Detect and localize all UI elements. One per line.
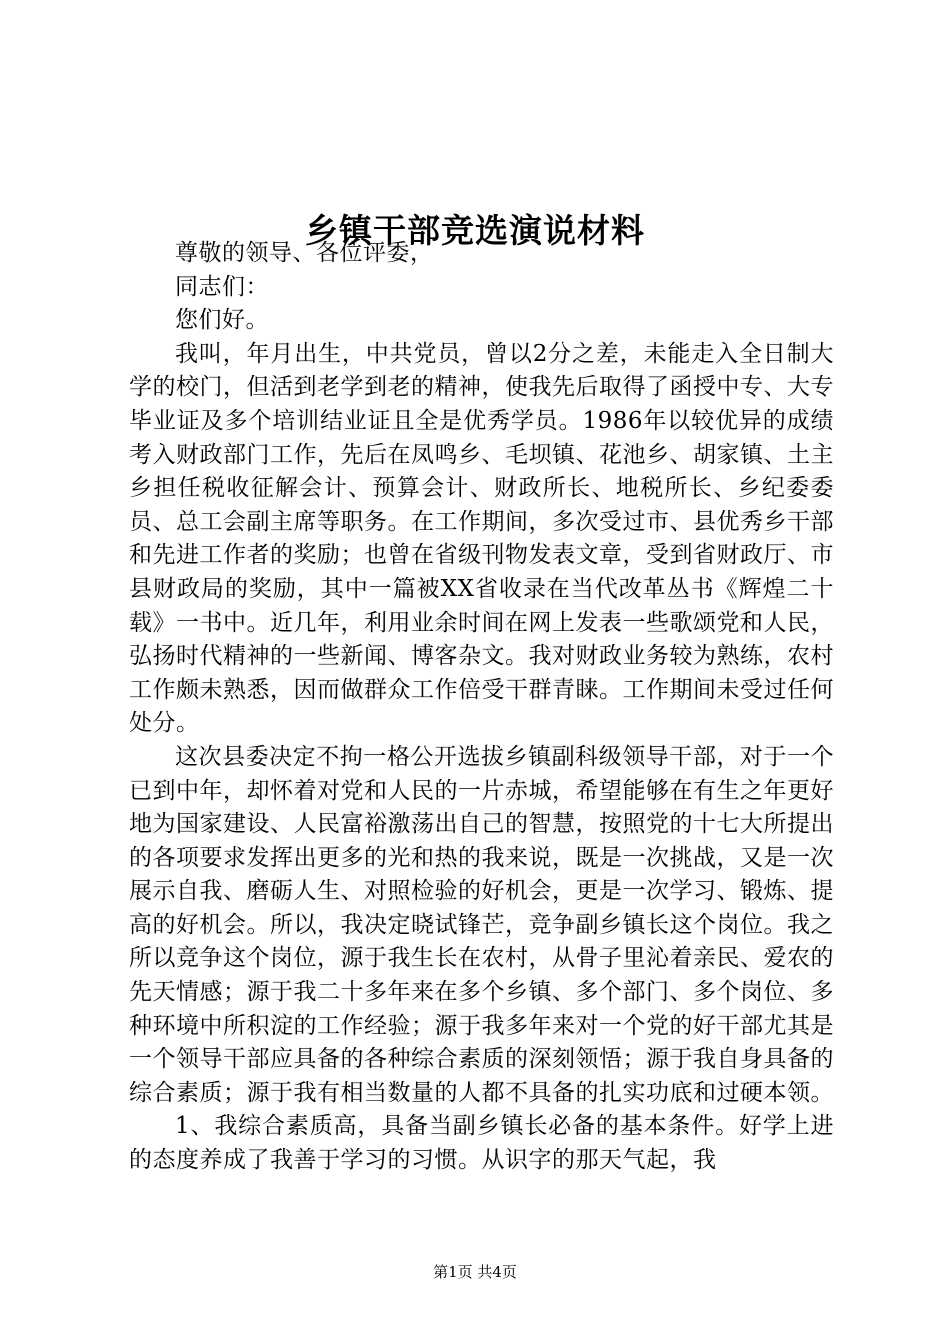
body-paragraph: 1、我综合素质高，具备当副乡镇长必备的基本条件。好学上进的态度养成了我善于学习的习惯。从识字的那天气起，我 xyxy=(129,1113,834,1174)
salutation-line: 尊敬的领导、各位评委， xyxy=(175,240,434,266)
greeting-line: 您们好。 xyxy=(175,307,269,334)
body-paragraph: 我叫，年月出生，中共党员，曾以2分之差，未能走入全日制大学的校门，但活到老学到老的精神，使我先后取得了函授中专、大专毕业证及多个培训结业证且全是优秀学员。1986年以较优异的成绩考入财政部门工作，先后在凤鸣乡、毛坝镇、花池乡、胡家镇、土主乡担任税收征解会计、预算会计、财政所长、地税所长、乡纪委委员、总工会副主席等职务。在工作期间，多次受过市、县优秀乡干部和先进工作者的奖励；也曾在省级刊物发表文章，受到省财政厅、市县财政局的奖励，其中一篇被XX省收录在当代改革丛书《辉煌二十载》一书中。近几年，利用业余时间在网上发表一些歌颂党和人民，弘扬时代精神的一些新闻、博客杂文。我对财政业务较为熟练，农村工作颇未熟悉，因而做群众工作倍受干群青睐。工作期间未受过任何处分。 xyxy=(129,340,834,737)
salutation-line: 同志们： xyxy=(175,273,269,300)
page-footer: 第1页 共4页 xyxy=(433,1263,517,1281)
body-paragraph: 这次县委决定不拘一格公开选拔乡镇副科级领导干部，对于一个已到中年，却怀着对党和人民的一片赤城，希望能够在有生之年更好地为国家建设、人民富裕激荡出自己的智慧，按照党的十七大所提出的各项要求发挥出更多的光和热的我来说，既是一次挑战，又是一次展示自我、磨砺人生、对照检验的好机会，更是一次学习、锻炼、提高的好机会。所以，我决定晓试锋芒，竞争副乡镇长这个岗位。我之所以竞争这个岗位，源于我生长在农村，从骨子里沁着亲民、爱农的先天情感；源于我二十多年来在多个乡镇、多个部门、多个岗位、多种环境中所积淀的工作经验；源于我多年来对一个党的好干部尤其是一个领导干部应具备的各种综合素质的深刻领悟；源于我自身具备的综合素质；源于我有相当数量的人都不具备的扎实功底和过硬本领。 xyxy=(129,743,834,1106)
document-body xyxy=(129,237,834,1178)
document-title: 乡镇干部竞选演说材料 xyxy=(305,211,645,251)
